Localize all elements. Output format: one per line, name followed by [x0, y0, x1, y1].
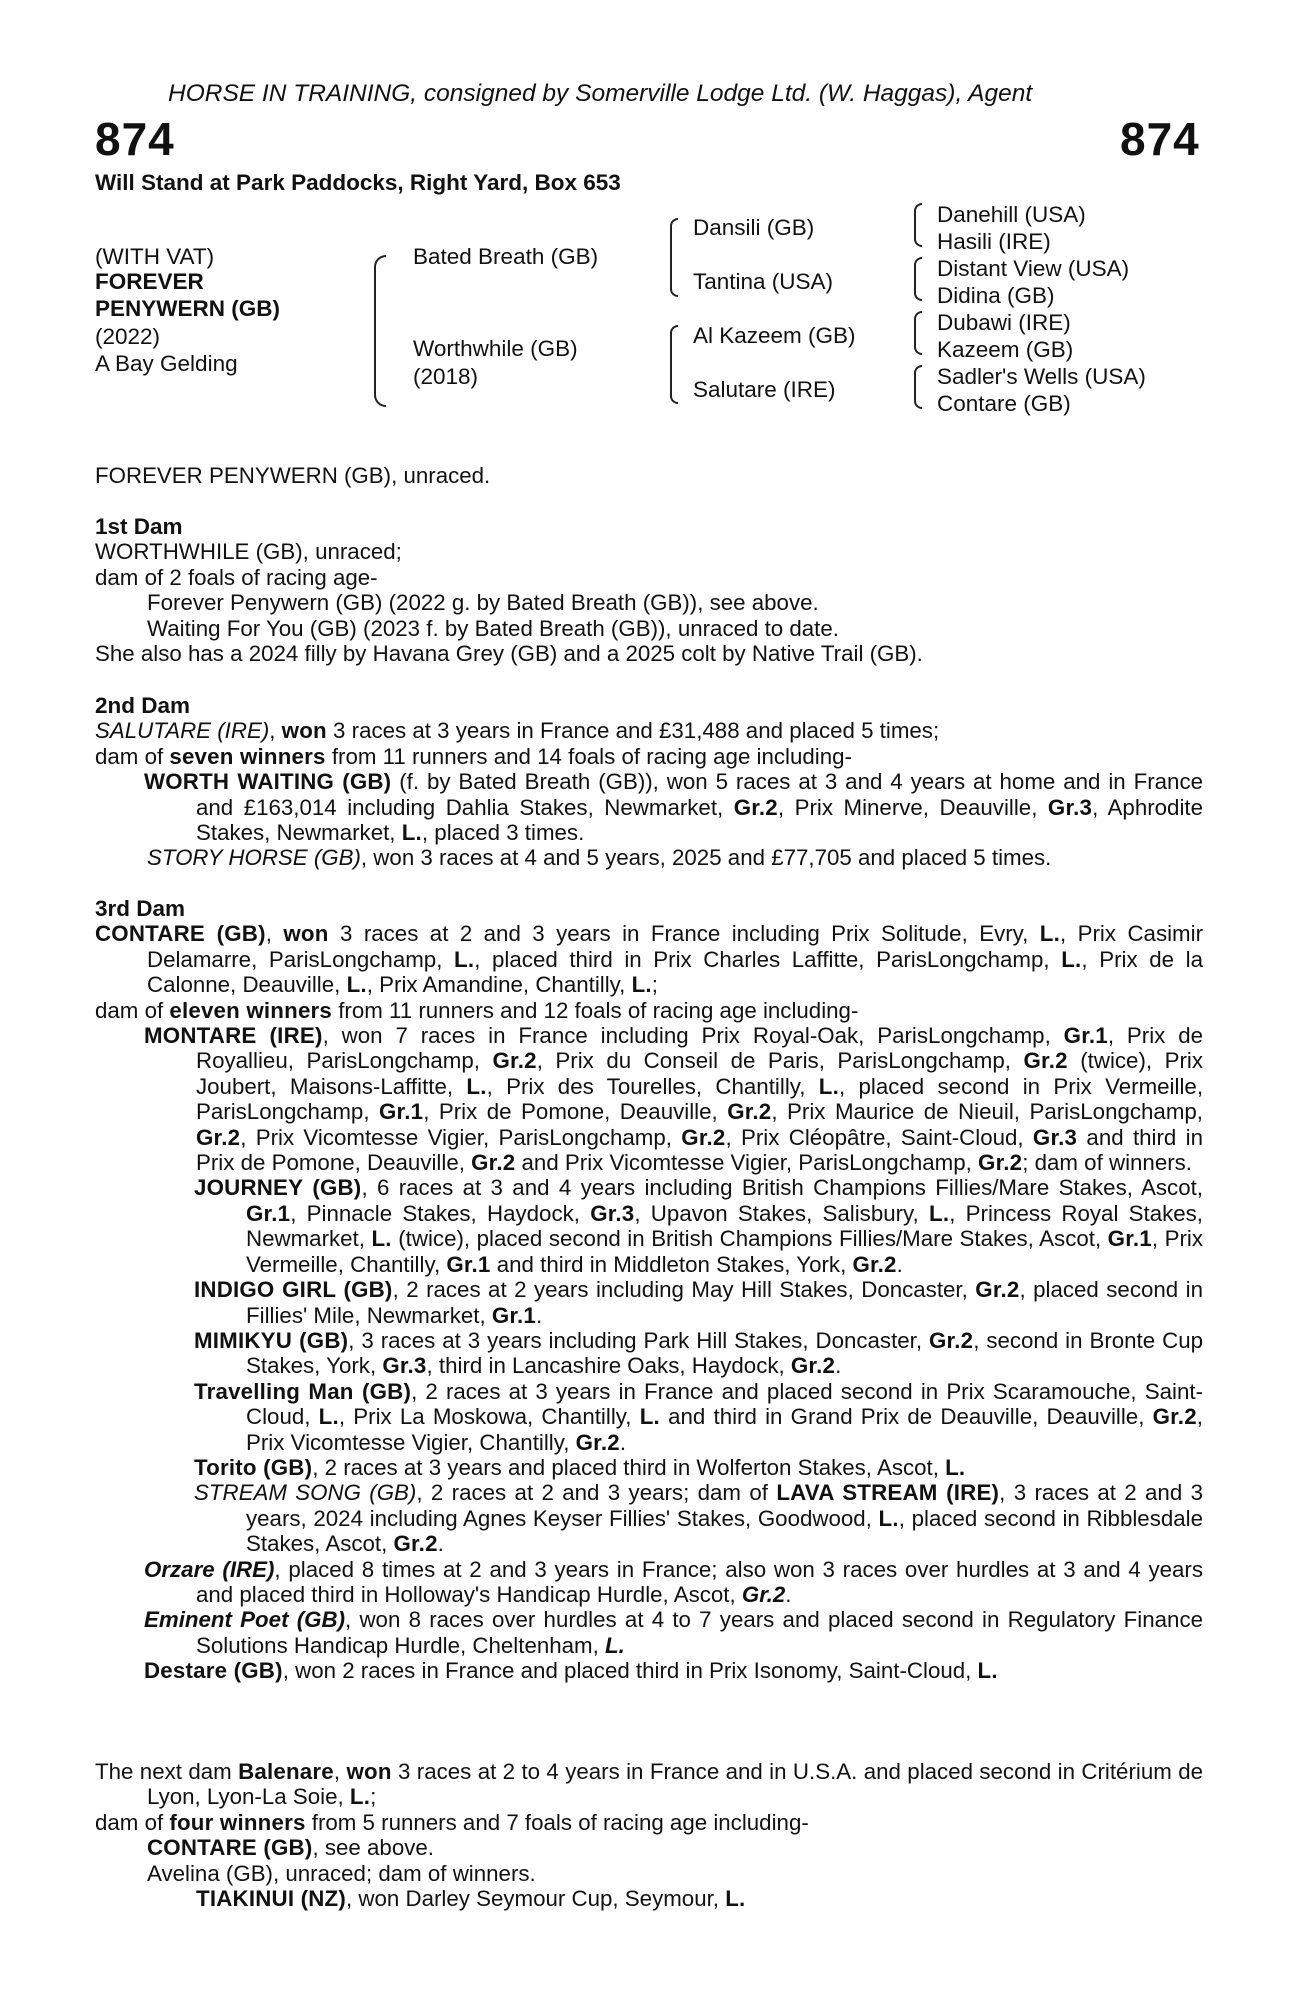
- third-dam-heading: 3rd Dam: [95, 896, 186, 921]
- first-dam-section: [95, 514, 1203, 666]
- horse-name-line2: PENYWERN (GB): [95, 296, 280, 321]
- first-dam-line: She also has a 2024 filly by Havana Grey (GB) and a 2025 colt by Native Trail (GB).: [95, 641, 923, 667]
- horse-description: A Bay Gelding: [95, 351, 238, 376]
- gen3-1: Dansili (GB): [693, 215, 815, 240]
- pedigree-brace: [914, 203, 922, 247]
- gen4-8: Contare (GB): [937, 391, 1071, 416]
- second-dam-line: SALUTARE (IRE), won 3 races at 3 years in France and £31,488 and placed 5 times;: [95, 718, 940, 744]
- gen4-1: Danehill (USA): [937, 202, 1086, 227]
- second-dam-section: [95, 693, 1203, 871]
- intro-line: FOREVER PENYWERN (GB), unraced.: [95, 463, 491, 488]
- produce-entry: Destare (GB), won 2 races in France and placed third in Prix Isonomy, Saint-Cloud, L.: [144, 1658, 998, 1684]
- next-dam-line: dam of four winners from 5 runners and 7 foals of racing age including-: [95, 1809, 809, 1835]
- first-dam-line: WORTHWHILE (GB), unraced;: [95, 539, 402, 565]
- produce-entry: Orzare (IRE), placed 8 times at 2 and 3 years in France; also won 3 races over hurdles at 3 and 4 years and placed third in Holloway's Handicap Hurdle, Ascot, Gr.2.: [144, 1556, 1203, 1607]
- produce-entry: Travelling Man (GB), 2 races at 3 years in France and placed second in Prix Scaramouche, Saint-Cloud, L., Prix La Moskowa, Chantilly, L. and third in Grand Prix de Deauville, Deauville, Gr.2, Prix Vicomtesse Vigier, Chantilly, Gr.2.: [194, 1378, 1204, 1455]
- lot-number-right: 874: [1120, 113, 1200, 165]
- produce-entry: Forever Penywern (GB) (2022 g. by Bated Breath (GB)), see above.: [147, 590, 819, 616]
- produce-entry: STREAM SONG (GB), 2 races at 2 and 3 years; dam of LAVA STREAM (IRE), 3 races at 2 and 3 years, 2024 including Agnes Keyser Fillies' Stakes, Goodwood, L., placed second in Ribblesdale Stakes, Ascot, Gr.2.: [194, 1480, 1203, 1557]
- horse-name-line1: FOREVER: [95, 269, 204, 294]
- gen4-7: Sadler's Wells (USA): [937, 364, 1146, 389]
- pedigree-brace: [374, 255, 386, 407]
- next-dam-section: [95, 1759, 1203, 1911]
- produce-entry: WORTH WAITING (GB) (f. by Bated Breath (GB)), won 5 races at 3 and 4 years at home and in France and £163,014 including Dahlia Stakes, Newmarket, Gr.2, Prix Minerve, Deauville, Gr.3, Aphrodite Stakes, Newmarket, L., placed 3 times.: [144, 769, 1204, 846]
- first-dam-line: dam of 2 foals of racing age-: [95, 564, 378, 590]
- produce-entry: MONTARE (IRE), won 7 races in France including Prix Royal-Oak, ParisLongchamp, Gr.1, Prix de Royallieu, ParisLongchamp, Gr.2, Prix du Conseil de Paris, ParisLongchamp, Gr.2 (twice), Prix Joubert, Maisons-Laffitte, L., Prix des Tourelles, Chantilly, L., placed second in Prix Vermeille, ParisLongchamp, Gr.1, Prix de Pomone, Deauville, Gr.2, Prix Maurice de Nieuil, ParisLongchamp, Gr.2, Prix Vicomtesse Vigier, ParisLongchamp, Gr.2, Prix Cléopâtre, Saint-Cloud, Gr.3 and third in Prix de Pomone, Deauville, Gr.2 and Prix Vicomtesse Vigier, ParisLongchamp, Gr.2; dam of winners.: [144, 1023, 1204, 1176]
- sire: Bated Breath (GB): [413, 244, 599, 269]
- produce-entry: JOURNEY (GB), 6 races at 3 and 4 years including British Champions Fillies/Mare Stakes, Ascot, Gr.1, Pinnacle Stakes, Haydock, Gr.3, Upavon Stakes, Salisbury, L., Princess Royal Stakes, Newmarket, L. (twice), placed second in British Champions Fillies/Mare Stakes, Ascot, Gr.1, Prix Vermeille, Chantilly, Gr.1 and third in Middleton Stakes, York, Gr.2.: [194, 1175, 1204, 1277]
- second-dam-heading: 2nd Dam: [95, 693, 191, 718]
- lot-number-left: 874: [95, 113, 175, 165]
- pedigree-brace: [914, 311, 922, 355]
- gen4-5: Dubawi (IRE): [937, 310, 1071, 335]
- vat-note: (WITH VAT): [95, 244, 215, 269]
- pedigree-brace: [914, 365, 922, 409]
- gen4-6: Kazeem (GB): [937, 337, 1074, 362]
- pedigree-brace: [914, 257, 922, 301]
- dam-year: (2018): [413, 364, 479, 389]
- gen4-3: Distant View (USA): [937, 256, 1130, 281]
- gen3-4: Salutare (IRE): [693, 377, 836, 402]
- horse-year: (2022): [95, 324, 161, 349]
- produce-entry: Avelina (GB), unraced; dam of winners.: [147, 1860, 536, 1886]
- produce-entry: TIAKINUI (NZ), won Darley Seymour Cup, Seymour, L.: [196, 1886, 746, 1912]
- gen4-4: Didina (GB): [937, 283, 1055, 308]
- first-dam-heading: 1st Dam: [95, 514, 183, 539]
- gen3-3: Al Kazeem (GB): [693, 323, 856, 348]
- second-dam-line: dam of seven winners from 11 runners and 14 foals of racing age including-: [95, 743, 852, 769]
- third-dam-section: [95, 896, 1203, 1684]
- produce-entry: MIMIKYU (GB), 3 races at 3 years including Park Hill Stakes, Doncaster, Gr.2, second in Bronte Cup Stakes, York, Gr.3, third in Lancashire Oaks, Haydock, Gr.2.: [194, 1327, 1203, 1379]
- contare-entry: CONTARE (GB), won 3 races at 2 and 3 years in France including Prix Solitude, Evry, L., Prix Casimir Delamarre, ParisLongchamp, L., placed third in Prix Charles Laffitte, ParisLongchamp, L., Prix de la Calonne, Deauville, L., Prix Amandine, Chantilly, L.;: [95, 921, 1204, 998]
- consignor-line: HORSE IN TRAINING, consigned by Somerville Lodge Ltd. (W. Haggas), Agent: [168, 80, 1033, 107]
- produce-entry: Waiting For You (GB) (2023 f. by Bated Breath (GB)), unraced to date.: [147, 615, 839, 641]
- stand-location: Will Stand at Park Paddocks, Right Yard, Box 653: [95, 170, 621, 195]
- pedigree-brace: [670, 325, 678, 404]
- produce-entry: Torito (GB), 2 races at 3 years and placed third in Wolferton Stakes, Ascot, L.: [194, 1454, 966, 1480]
- produce-entry: CONTARE (GB), see above.: [147, 1835, 434, 1861]
- produce-entry: INDIGO GIRL (GB), 2 races at 2 years including May Hill Stakes, Doncaster, Gr.2, placed second in Fillies' Mile, Newmarket, Gr.1.: [194, 1277, 1203, 1328]
- dam: Worthwhile (GB): [413, 336, 578, 361]
- pedigree-brace: [670, 218, 678, 297]
- produce-entry: Eminent Poet (GB), won 8 races over hurdles at 4 to 7 years and placed second in Regulatory Finance Solutions Handicap Hurdle, Cheltenham, L.: [144, 1607, 1203, 1658]
- gen4-2: Hasili (IRE): [937, 229, 1051, 254]
- produce-entry: STORY HORSE (GB), won 3 races at 4 and 5 years, 2025 and £77,705 and placed 5 times.: [147, 845, 1052, 871]
- next-dam-line: The next dam Balenare, won 3 races at 2 to 4 years in France and in U.S.A. and placed second in Critérium de Lyon, Lyon-La Soie, L.;: [95, 1759, 1203, 1810]
- third-dam-line: dam of eleven winners from 11 runners and 12 foals of racing age including-: [95, 997, 859, 1023]
- gen3-2: Tantina (USA): [693, 269, 834, 294]
